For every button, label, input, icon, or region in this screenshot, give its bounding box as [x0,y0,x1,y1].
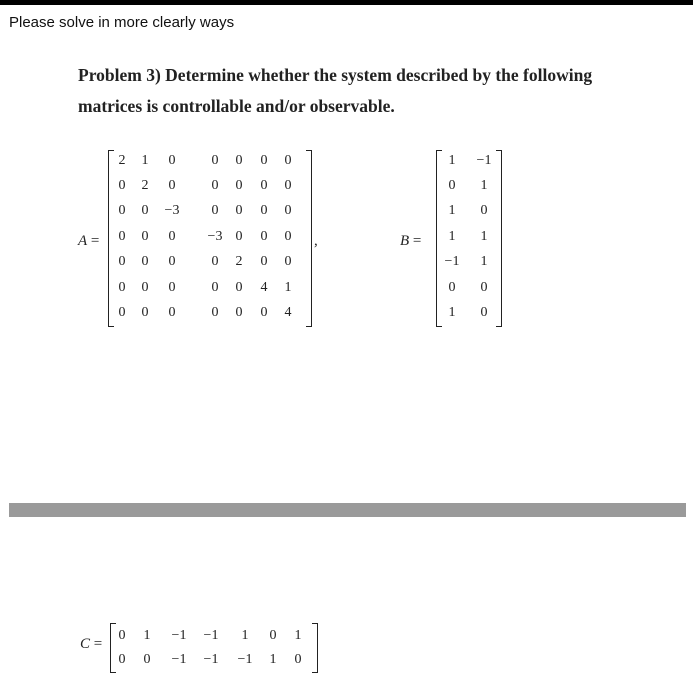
matrix-c-cell: −1 [171,628,187,643]
matrix-b-right-bracket [496,150,502,327]
matrix-b-cell: 1 [480,229,488,244]
matrix-a-cell: 0 [168,280,176,295]
matrix-b-cell: 0 [448,178,456,193]
separator-band [9,503,686,517]
matrix-a-cell: 0 [118,229,126,244]
matrix-a-cell: 0 [235,305,243,320]
matrix-a-cell: 0 [141,305,149,320]
matrix-a-cell: 0 [118,178,126,193]
matrix-b-cell: 1 [448,305,456,320]
matrix-a-cell: 0 [168,254,176,269]
matrix-a-cell: 4 [284,305,292,320]
matrix-b-cell: 1 [448,229,456,244]
matrix-a-cell: 0 [284,254,292,269]
matrix-b-cell: −1 [444,254,460,269]
matrix-b-cell: 0 [448,280,456,295]
matrix-a-cell: −3 [164,203,180,218]
matrix-b-cell: −1 [476,153,492,168]
matrix-a-cell: 0 [260,229,268,244]
matrix-a-cell: 0 [118,203,126,218]
problem-line-2: matrices is controllable and/or observable. [78,96,395,116]
matrix-a-cell: 0 [235,178,243,193]
matrix-a-cell: 0 [118,280,126,295]
matrix-a-cell: 0 [260,254,268,269]
matrix-a-cell: 0 [284,178,292,193]
matrix-a-cell: 0 [118,254,126,269]
matrix-b-cell: 1 [448,153,456,168]
matrix-a-label: A = [78,233,100,249]
matrix-c-cell: 1 [241,628,249,643]
matrix-b-cell: 1 [480,254,488,269]
matrix-c [110,623,318,673]
matrix-a-cell: 0 [141,203,149,218]
matrix-c-cell: 0 [118,628,126,643]
matrix-a-cell: 0 [211,203,219,218]
matrix-c-right-bracket [312,623,318,673]
matrix-a-cell: 0 [118,305,126,320]
matrix-b-cell: 0 [480,280,488,295]
matrix-a-cell: 0 [235,203,243,218]
matrix-a-cell: 0 [284,229,292,244]
matrix-c-cell: −1 [203,652,219,667]
matrix-a-cell: 0 [260,178,268,193]
matrix-b-cell: 0 [480,305,488,320]
matrix-a-comma: , [314,233,318,249]
matrix-a-cell: 2 [141,178,149,193]
matrix-c-cell: 0 [294,652,302,667]
matrix-b-cell: 1 [480,178,488,193]
matrix-a-cell: 1 [284,280,292,295]
matrix-c-cell: 1 [294,628,302,643]
matrix-a-cell: 4 [260,280,268,295]
matrix-a-cell: 0 [211,153,219,168]
matrix-a-cell: 0 [260,305,268,320]
matrix-a-cell: 2 [118,153,126,168]
matrix-b-label: B = [400,233,422,249]
matrix-a-cell: 0 [211,280,219,295]
matrix-b-cell: 0 [480,203,488,218]
matrix-a-cell: 0 [168,178,176,193]
matrix-a-cell: 0 [235,280,243,295]
matrix-a-cell: 0 [141,280,149,295]
matrix-c-cell: 0 [269,628,277,643]
matrix-a-cell: 0 [260,203,268,218]
matrix-a-cell: 0 [235,229,243,244]
matrix-c-cell: −1 [171,652,187,667]
matrix-a-cell: 0 [211,178,219,193]
matrix-a-cell: 0 [168,305,176,320]
problem-statement [78,60,658,122]
matrix-a-cell: 0 [168,229,176,244]
matrix-a-cell: 0 [260,153,268,168]
top-bar [0,0,693,5]
matrix-b [436,150,502,327]
matrix-a [108,150,312,327]
matrix-a-cell: 0 [141,229,149,244]
matrix-a-cell: 1 [141,153,149,168]
matrix-a-cell: 0 [211,305,219,320]
matrix-c-cell: −1 [237,652,253,667]
matrix-a-cell: −3 [207,229,223,244]
matrix-c-cell: 0 [118,652,126,667]
matrix-c-label: C = [80,636,103,652]
matrix-a-cell: 2 [235,254,243,269]
matrix-c-cell: 0 [143,652,151,667]
matrix-a-cell: 0 [141,254,149,269]
problem-line-1: Problem 3) Determine whether the system described by the following [78,65,593,85]
matrix-a-cell: 0 [284,203,292,218]
matrix-a-cell: 0 [235,153,243,168]
matrix-c-cell: 1 [269,652,277,667]
matrix-c-cell: −1 [203,628,219,643]
matrix-a-cell: 0 [211,254,219,269]
question-request-text: Please solve in more clearly ways [9,14,235,31]
matrix-a-cell: 0 [168,153,176,168]
matrix-a-cell: 0 [284,153,292,168]
matrix-b-cell: 1 [448,203,456,218]
matrix-c-cell: 1 [143,628,151,643]
matrix-a-right-bracket [306,150,312,327]
